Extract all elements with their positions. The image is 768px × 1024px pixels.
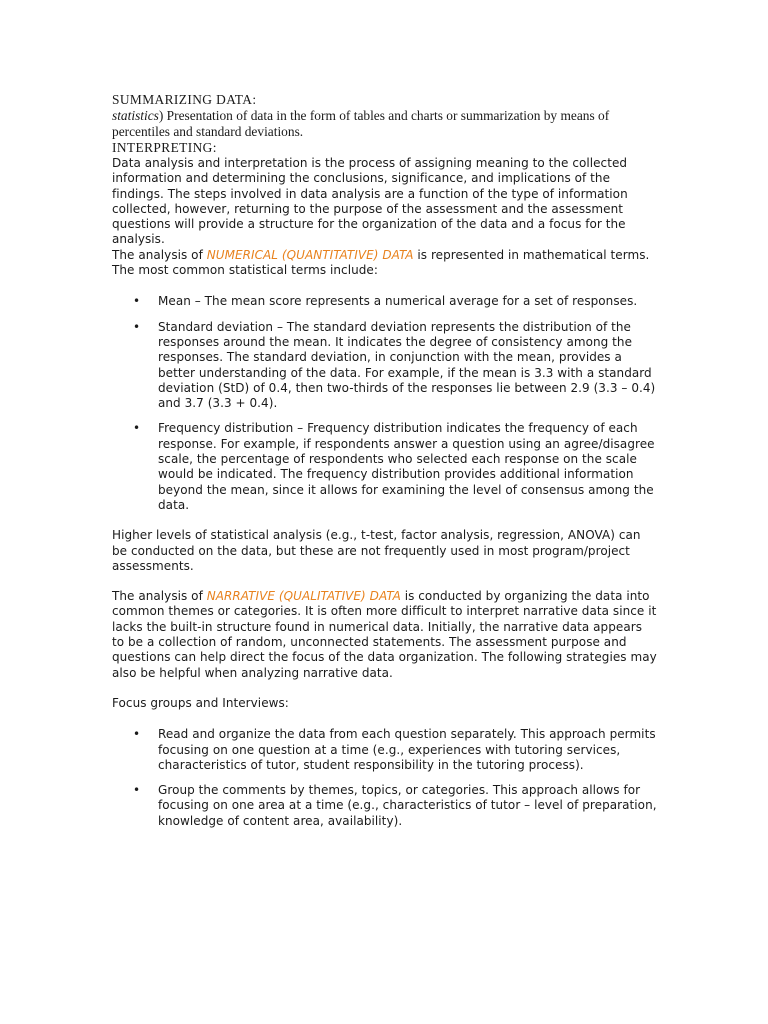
list-item (112, 727, 657, 773)
bullet-icon: • (133, 319, 141, 334)
narrative-data-link[interactable]: NARRATIVE (QUALITATIVE) DATA (206, 589, 401, 604)
narrative-pre: The analysis of (112, 589, 207, 604)
narrative-strategies-list (112, 727, 657, 829)
narrative-post: is conducted by organizing the data into common themes or categories. It is often more difficult to interpret narrative data since it lacks the built-in structure found in numerical data. Initially, the narrative data appears to be a collection of random, unconnected statements. The assessment purpose and questions can help direct the focus of the data organization. The following strategies may also be helpful when analyzing narrative data. (112, 589, 657, 680)
interpreting-heading: INTERPRETING: (112, 140, 217, 155)
list-item-text: Read and organize the data from each question separately. This approach permits focusing on one question at a time (e.g., experiences with tutoring services, characteristics of tutor, student responsibility in the tutoring process). (158, 727, 656, 772)
bullet-icon: • (133, 421, 141, 436)
focus-groups-heading: Focus groups and Interviews: (112, 695, 289, 710)
document-page (112, 92, 657, 839)
numerical-data-link[interactable]: NUMERICAL (QUANTITATIVE) DATA (206, 247, 414, 262)
numerical-paragraph (112, 248, 657, 279)
list-item-text: Mean – The mean score represents a numerical average for a set of responses. (158, 294, 638, 309)
list-item (112, 294, 657, 309)
page-title: SUMMARIZING DATA: (112, 92, 257, 107)
list-item-text: Frequency distribution – Frequency distribution indicates the frequency of each response. For example, if respondents answer a question using an agree/disagree scale, the percentage of respondents who selected each response on the scale would be indicated. The frequency distribution provides additional information beyond the mean, since it allows for examining the level of consensus among the data. (158, 421, 655, 512)
numerical-post: is represented in mathematical terms. The most common statistical terms include: (112, 247, 650, 278)
numerical-pre: The analysis of (112, 247, 207, 262)
statistical-terms-list (112, 294, 657, 513)
narrative-paragraph (112, 589, 657, 681)
list-item (112, 421, 657, 513)
list-item (112, 783, 657, 829)
bullet-icon: • (133, 727, 141, 742)
intro-paragraph: Data analysis and interpretation is the process of assigning meaning to the collected information and determining the conclusions, significance, and implications of the findings. The steps involved in data analysis are a function of the type of information collected, however, returning to the purpose of the assessment and the assessment questions will provide a structure for the organization of the data and a focus for the analysis. (112, 156, 628, 247)
bullet-icon: • (133, 294, 141, 309)
bullet-icon: • (133, 783, 141, 798)
definition-text (112, 108, 657, 140)
list-item-text: Standard deviation – The standard deviation represents the distribution of the responses around the mean. It indicates the degree of consistency among the responses. The standard deviation, in conjunction with the mean, provides a better understanding of the data. For example, if the mean is 3.3 with a standard deviation (StD) of 0.4, then two-thirds of the responses lie between 2.9 (3.3 – 0.4) and 3.7 (3.3 + 0.4). (158, 319, 656, 411)
list-item (112, 320, 657, 412)
higher-levels-paragraph: Higher levels of statistical analysis (e.g., t-test, factor analysis, regression, ANOVA) can be conducted on the data, but these are not frequently used in most program/project assessments. (112, 528, 641, 573)
definition-term: statistics (112, 108, 159, 123)
definition-body: ) Presentation of data in the form of tables and charts or summarization by means of percentiles and standard deviations. (112, 108, 610, 139)
list-item-text: Group the comments by themes, topics, or categories. This approach allows for focusing on one area at a time (e.g., characteristics of tutor – level of preparation, knowledge of content area, availability). (158, 783, 657, 828)
